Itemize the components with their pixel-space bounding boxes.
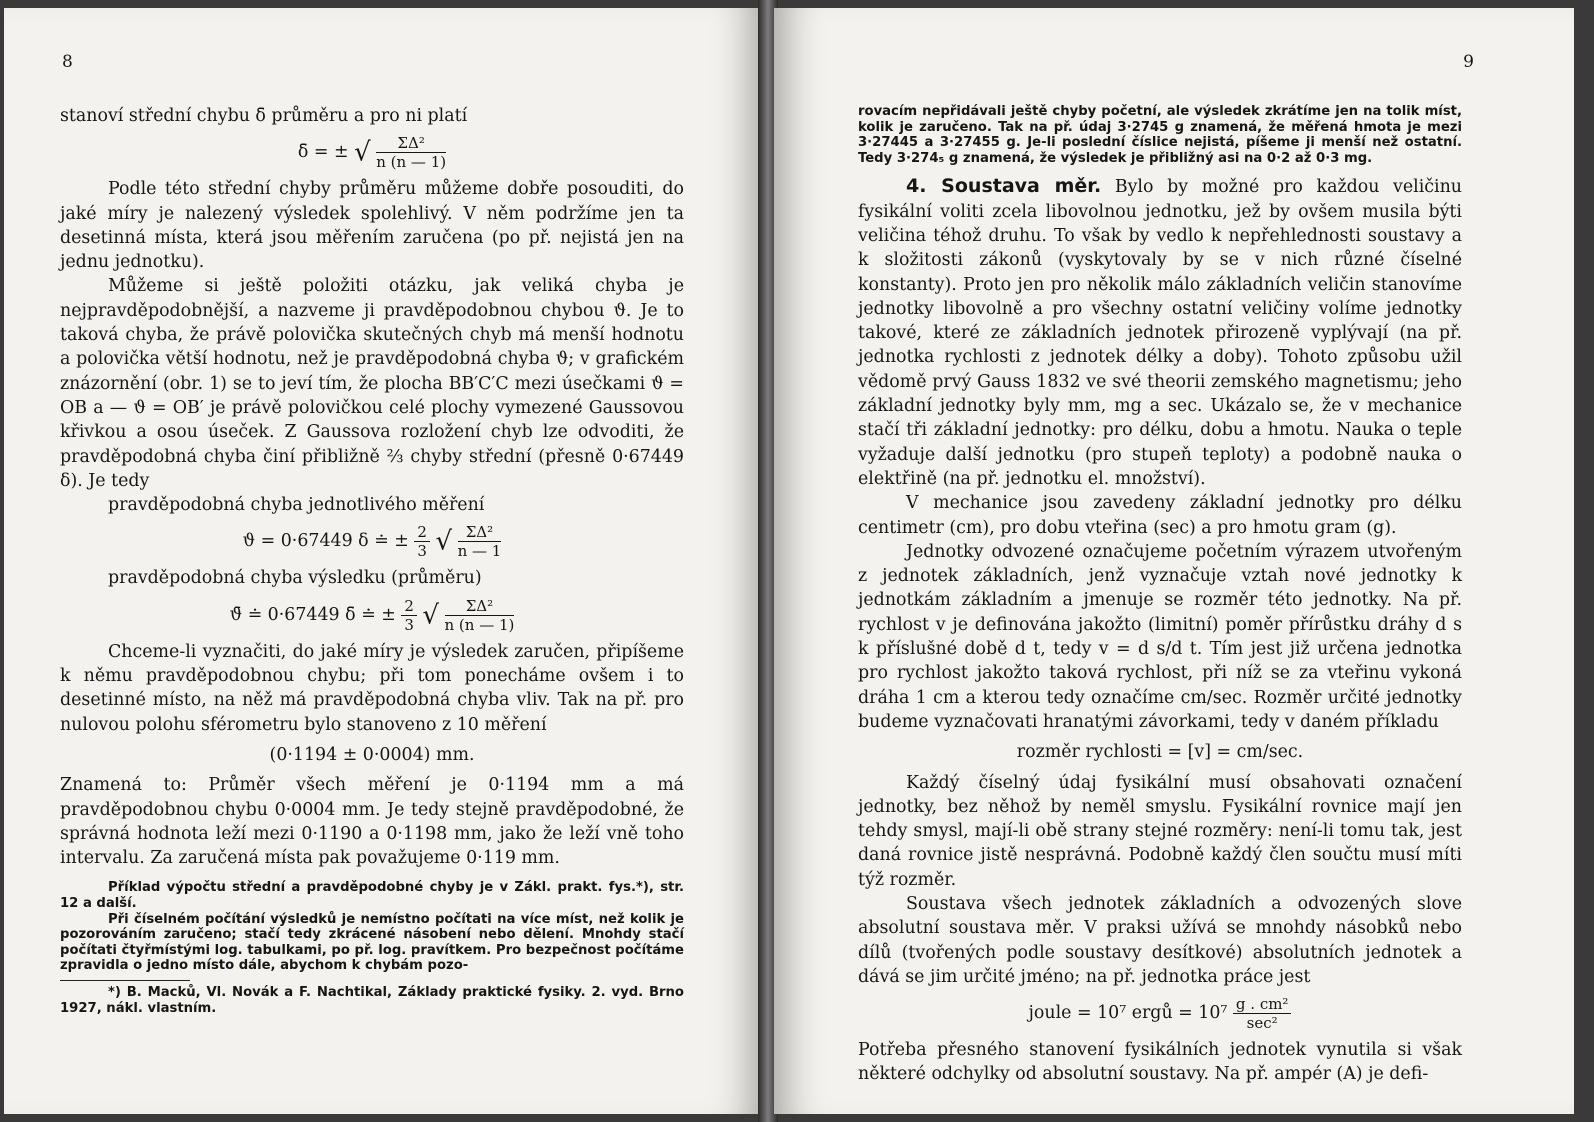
equation-joule: joule = 10⁷ ergů = 10⁷ $\frac{\text{g . cm²}}{\text{sec²}}$ bbox=[858, 995, 1462, 1032]
left-page bbox=[4, 8, 762, 1114]
paragraph: Chceme-li vyznačiti, do jaké míry je výsledek zaručen, připíšeme k němu pravděpodobnou chybu; při tom ponecháme ovšem i to desetinné místo, na něž má pravděpodobná chyba vliv. Tak na př. pro nulovou polohu sférometru bylo stanoveno z 10 měření bbox=[60, 641, 684, 735]
paragraph: Znamená to: Průměr všech měření je 0·1194 mm a má pravděpodobnou chybu 0·0004 mm. Je tedy stejně pravděpodobné, že správná hodnota leží mezi 0·1190 a 0·1198 mm, jako že leží vně toho intervalu. Za zaručená místa pak považujeme 0·119 mm. bbox=[60, 775, 684, 869]
paragraph: V mechanice jsou zavedeny základní jednotky pro délku centimetr (cm), pro dobu vteřina (sec) a pro hmotu gram (g). bbox=[858, 493, 1462, 538]
paragraph: 4. Soustava měr. Bylo by možné pro každou veličinu fysikální voliti zcela libovolnou jednotku, jež by ovšem musila býti veličina téhož druhu. To však by vedlo k nepřehlednosti soustavy a k složitosti zákonů (vyskytovaly by se v nich různé číselné konstanty). Proto jen pro několik málo základních veličin stanovíme jednotky libovolně a pro všechny ostatní veličiny volíme jednotky takové, které ze základních jednotek přirozeně vyplývají (na př. jednotka rychlosti z jednotek délky a doby). Tohoto způsobu užil vědomě prvý Gauss 1832 ve své theorii zemského magnetismu; jeho základní jednotky byly mm, mg a sec. Ukázalo se, že v mechanice stačí tři základní jednotky: pro délku, dobu a hmotu. Nauka o teple vyžaduje další jednotku (pro stupeň teploty) a podobně nauka o elektřině (na př. jednotku el. množství). bbox=[858, 175, 1462, 489]
paragraph: pravděpodobná chyba výsledku (průměru) bbox=[108, 568, 482, 589]
page-number: 8 bbox=[62, 52, 73, 72]
equation-mean-error: δ̄ = ± √ $\frac{\text{ΣΔ²}}{n (n — 1)}$ bbox=[297, 134, 447, 172]
paragraph: Soustava všech jednotek základních a odvozených slove absolutní soustava měr. V praksi užívá se mnohdy násobků nebo dílů (tvořených podle soustavy desítkové) absolutních jednotek a dává se jim určité jméno; na př. jednotka práce jest bbox=[858, 893, 1462, 987]
footnote-rule bbox=[60, 980, 190, 981]
paragraph: Potřeba přesného stanovení fysikálních jednotek vynutila si však některé odchylky od absolutní soustavy. Na př. ampér (A) je defi- bbox=[858, 1040, 1462, 1085]
paragraph: Každý číselný údaj fysikální musí obsahovati označení jednotky, bez něhož by neměl smyslu. Fysikální rovnice mají jen tehdy smysl, mají-li obě strany stejné rozměry: není-li tomu tak, jest daná rovnice jistě nesprávná. Podobně každý člen součtu musí míti týž rozměr. bbox=[858, 772, 1462, 890]
paragraph: Můžeme si ještě položiti otázku, jak veliká chyba je nejpravděpodobnější, a nazveme ji pravděpodobnou chybou ϑ. Je to taková chyba, že právě polovička skutečných chyb má menší hodnotu a polovička větší hodnotu, než je pravděpodobná chyba ϑ; v grafickém znázornění (obr. 1) se to jeví tím, že plocha BB′C′C mezi úsečkami ϑ = OB a — ϑ = OB′ je právě polovičkou celé plochy vymezené Gaussovou křivkou a osou úseček. Z Gaussova rozložení chyb lze odvoditi, že pravděpodobná chyba činí přibližně ⅔ chyby střední (přesně 0·67449 δ). Je tedy bbox=[60, 276, 684, 491]
equation-velocity-dimension: rozměr rychlosti = [v] = cm/sec. bbox=[1016, 742, 1304, 763]
small-print: Při číselném počítání výsledků je nemístno počítati na více míst, než kolik je pozorováním zaručeno; stačí tedy zkrácené násobení nebo dělení. Mnohdy stačí počítati čtyřmístými log. tabulkami, po př. log. pravítkem. Pro bezpečnost počítáme zpravidla o jedno místo dále, abychom k chybám pozo- bbox=[60, 911, 684, 974]
small-print: Příklad výpočtu střední a pravděpodobné chyby je v Zákl. prakt. fys.*), str. 12 a další. bbox=[60, 880, 684, 912]
paragraph: pravděpodobná chyba jednotlivého měření bbox=[108, 495, 485, 516]
paragraph: Jednotky odvozené označujeme početním výrazem utvořeným z jednotek základních, jenž vyznačuje vztah nové jednotky k jednotkám základním a jmenuje se rozměr této jednotky. Na př. rychlost v je definována jakožto (limitní) poměr přírůstku dráhy d s k příslušné době d t, tedy v = d s/d t. Tím jest již určena jednotka pro rychlost jakožto taková rychlost, při níž se za vteřinu vykoná dráha 1 cm a kterou tedy označíme cm/sec. Rozměr určité jednotky budeme vyznačovati hranatými závorkami, tedy v daném příkladu bbox=[858, 541, 1462, 732]
paragraph: Podle této střední chyby průměru můžeme dobře posouditi, do jaké míry je nalezený výsledek spolehlivý. V něm podržíme jen ta desetinná místa, která jsou měřením zaručena (po př. nejistá jen na jednu jednotku). bbox=[60, 179, 684, 273]
left-page-text bbox=[60, 104, 684, 1016]
section-heading: 4. Soustava měr. bbox=[906, 175, 1102, 198]
equation-probable-error: ϑ = 0·67449 δ ≐ ± $\frac{2}{3}$ √ $\frac{\text{ΣΔ²}}{n — 1}$ bbox=[242, 523, 502, 561]
page-number: 9 bbox=[1463, 52, 1474, 72]
sqrt-icon: √ bbox=[354, 137, 371, 168]
paragraph: stanoví střední chybu δ̄ průměru a pro ni platí bbox=[60, 106, 468, 126]
footnote: *) B. Macků, Vl. Novák a F. Nachtikal, Základy praktické fysiky. 2. vyd. Brno 1927, nákl. vlastním. bbox=[60, 984, 684, 1016]
right-page bbox=[774, 8, 1574, 1114]
equation-result: (0·1194 ± 0·0004) mm. bbox=[269, 744, 475, 765]
sqrt-icon: √ bbox=[422, 600, 439, 631]
small-print: rovacím nepřidávali ještě chyby početní, ale výsledek zkrátíme jen na tolik míst, kolik je zaručeno. Tak na př. údaj 3·2745 g znamená, že měřená hmota je mezi 3·27445 a 3·27455 g. Je-li poslední číslice nejistá, píšeme ji menší než ostatní. Tedy 3·274₅ g znamená, že výsledek je přibližný asi na 0·2 až 0·3 mg. bbox=[858, 104, 1462, 166]
sqrt-icon: √ bbox=[435, 526, 453, 557]
equation-probable-error-mean: ϑ̄ ≐ 0·67449 δ̄ ≐ ± $\frac{2}{3}$ √ $\frac{\text{ΣΔ²}}{n (n — 1)}$ bbox=[229, 596, 515, 634]
right-page-text bbox=[858, 104, 1462, 1087]
